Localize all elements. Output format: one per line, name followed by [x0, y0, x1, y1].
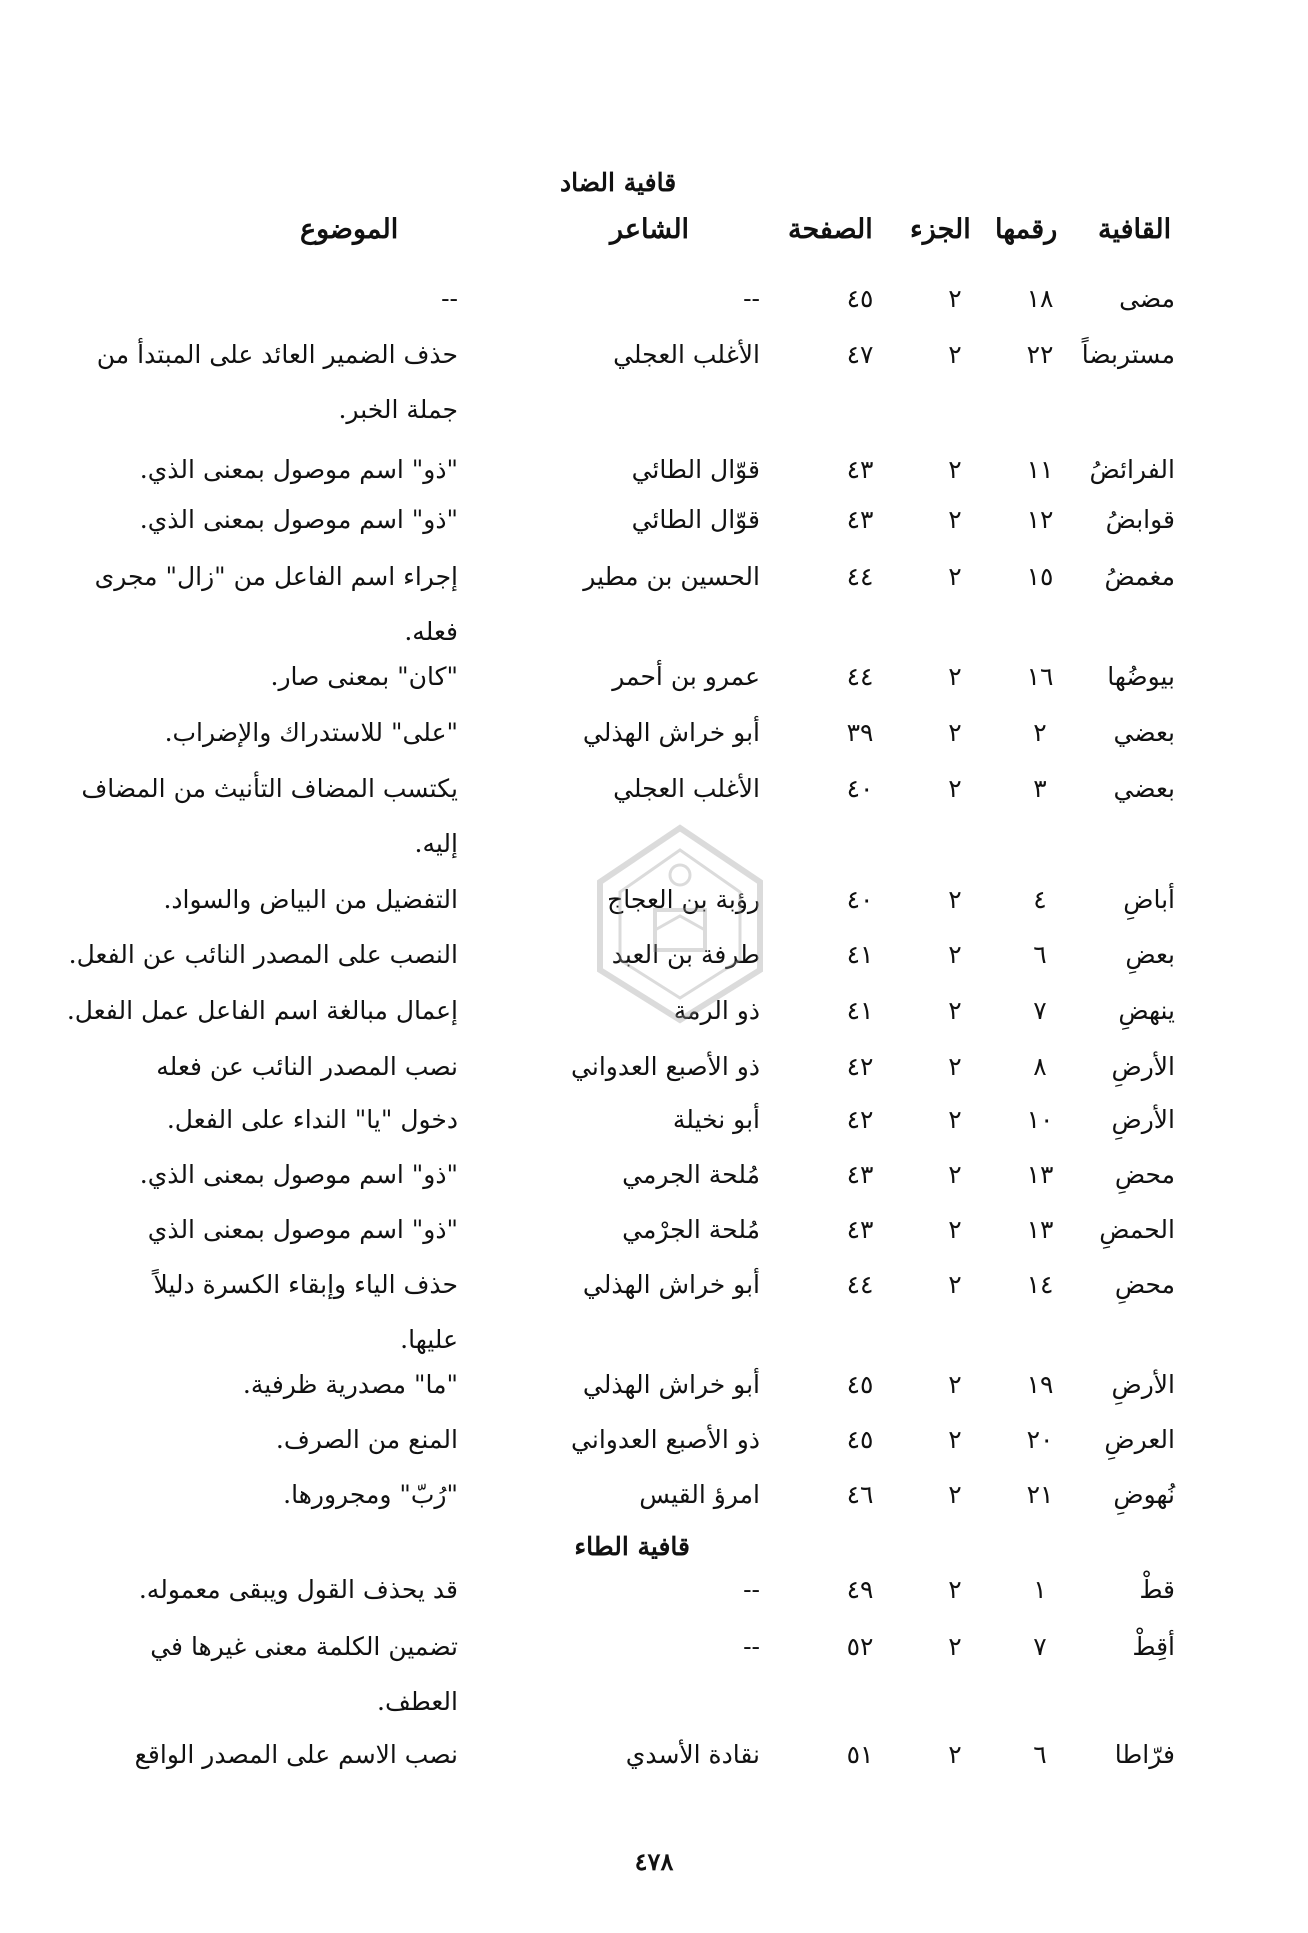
cell-shair: --	[743, 1632, 760, 1661]
cell-raqm: ٢٢	[1026, 340, 1054, 369]
cell-mawdu: حذف الياء وإبقاء الكسرة دليلاً	[153, 1270, 458, 1299]
cell-raqm: ١٥	[1026, 562, 1054, 591]
cell-safha: ٤٤	[846, 1270, 874, 1299]
cell-juz: ٢	[948, 662, 962, 691]
cell-qafiya: الأرضِ	[1111, 1370, 1175, 1399]
cell-shair: --	[743, 284, 760, 313]
cell-mawdu: إعمال مبالغة اسم الفاعل عمل الفعل.	[66, 996, 458, 1025]
cell-shair: الأغلب العجلي	[613, 340, 760, 369]
cell-qafiya: قوابضُ	[1105, 505, 1175, 534]
seal-watermark-icon	[555, 820, 805, 1030]
cell-mawdu: يكتسب المضاف التأنيث من المضاف	[81, 774, 458, 803]
cell-safha: ٤٤	[846, 562, 874, 591]
cell-raqm: ١٢	[1026, 505, 1054, 534]
cell-mawdu: حذف الضمير العائد على المبتدأ من	[96, 340, 458, 369]
cell-juz: ٢	[948, 940, 962, 969]
section-title-ta: قافية الطاء	[574, 1532, 690, 1561]
cell-shair: طرفة بن العبد	[611, 940, 760, 969]
cell-safha: ٤٥	[846, 1425, 874, 1454]
cell-mawdu-continuation: فعله.	[404, 617, 458, 646]
cell-shair: ذو الرمة	[673, 996, 760, 1025]
cell-shair: أبو خراش الهذلي	[582, 1270, 760, 1299]
cell-raqm: ١٣	[1026, 1160, 1054, 1189]
cell-juz: ٢	[948, 718, 962, 747]
cell-shair: مُلحة الجرْمي	[622, 1215, 760, 1244]
cell-mawdu: "ذو" اسم موصول بمعنى الذي.	[139, 455, 458, 484]
cell-juz: ٢	[948, 1105, 962, 1134]
cell-mawdu-continuation: عليها.	[400, 1325, 458, 1354]
cell-shair: امرؤ القيس	[639, 1480, 760, 1509]
cell-shair: مُلحة الجرمي	[622, 1160, 760, 1189]
cell-safha: ٤١	[846, 940, 874, 969]
cell-raqm: ١٣	[1026, 1215, 1054, 1244]
cell-safha: ٤٣	[846, 1160, 874, 1189]
cell-safha: ٤٠	[846, 774, 874, 803]
cell-juz: ٢	[948, 774, 962, 803]
cell-raqm: ١٠	[1026, 1105, 1054, 1134]
cell-juz: ٢	[948, 505, 962, 534]
cell-qafiya: أباضِ	[1123, 885, 1175, 914]
cell-qafiya: الفرائضُ	[1089, 455, 1175, 484]
cell-mawdu: تضمين الكلمة معنى غيرها في	[150, 1632, 458, 1661]
cell-juz: ٢	[948, 1740, 962, 1769]
cell-qafiya: أقِطْ	[1132, 1632, 1175, 1661]
cell-mawdu: "ذو" اسم موصول بمعنى الذي.	[139, 1160, 458, 1189]
cell-mawdu-continuation: جملة الخبر.	[338, 395, 458, 424]
cell-juz: ٢	[948, 284, 962, 313]
cell-juz: ٢	[948, 1052, 962, 1081]
cell-juz: ٢	[948, 562, 962, 591]
cell-qafiya: بعضِ	[1125, 940, 1175, 969]
cell-mawdu: المنع من الصرف.	[275, 1425, 458, 1454]
cell-raqm: ٢١	[1026, 1480, 1054, 1509]
cell-raqm: ١٦	[1026, 662, 1054, 691]
cell-mawdu: "ذو" اسم موصول بمعنى الذي	[147, 1215, 458, 1244]
cell-juz: ٢	[948, 1632, 962, 1661]
cell-qafiya: مستربضاً	[1081, 340, 1175, 369]
cell-juz: ٢	[948, 996, 962, 1025]
cell-mawdu: "رُبّ" ومجرورها.	[283, 1480, 458, 1509]
cell-safha: ٤٦	[846, 1480, 874, 1509]
cell-mawdu: --	[441, 284, 458, 313]
cell-shair: ذو الأصبع العدواني	[571, 1052, 760, 1081]
cell-juz: ٢	[948, 1160, 962, 1189]
cell-juz: ٢	[948, 1215, 962, 1244]
cell-qafiya: قطْ	[1139, 1575, 1175, 1604]
cell-qafiya: العرضِ	[1104, 1425, 1175, 1454]
cell-juz: ٢	[948, 1480, 962, 1509]
cell-mawdu-continuation: إليه.	[414, 829, 458, 858]
cell-raqm: ٧	[1033, 1632, 1047, 1661]
cell-mawdu: التفضيل من البياض والسواد.	[163, 885, 458, 914]
cell-juz: ٢	[948, 340, 962, 369]
cell-shair: قوّال الطائي	[631, 455, 760, 484]
header-juz: الجزء	[910, 214, 971, 245]
cell-safha: ٤٢	[846, 1052, 874, 1081]
cell-qafiya: بعضي	[1113, 718, 1175, 747]
cell-qafiya: ينهضِ	[1118, 996, 1175, 1025]
header-raqm: رقمها	[995, 214, 1058, 245]
cell-mawdu: "على" للاستدراك والإضراب.	[164, 718, 458, 747]
cell-safha: ٤٥	[846, 284, 874, 313]
cell-safha: ٤٢	[846, 1105, 874, 1134]
cell-raqm: ٧	[1033, 996, 1047, 1025]
cell-shair: عمرو بن أحمر	[612, 662, 760, 691]
section-title-dad: قافية الضاد	[560, 168, 677, 197]
cell-mawdu: "كان" بمعنى صار.	[270, 662, 458, 691]
cell-mawdu: نصب الاسم على المصدر الواقع	[134, 1740, 458, 1769]
cell-raqm: ١٤	[1026, 1270, 1054, 1299]
cell-raqm: ٨	[1033, 1052, 1047, 1081]
page-number: ٤٧٨	[634, 1847, 674, 1876]
cell-safha: ٤٣	[846, 505, 874, 534]
cell-shair: نقادة الأسدي	[625, 1740, 760, 1769]
cell-qafiya: محضِ	[1114, 1160, 1175, 1189]
cell-raqm: ١٨	[1026, 284, 1054, 313]
cell-shair: --	[743, 1575, 760, 1604]
cell-raqm: ١١	[1026, 455, 1054, 484]
cell-raqm: ١٩	[1026, 1370, 1054, 1399]
cell-raqm: ٢	[1033, 718, 1047, 747]
cell-safha: ٤٣	[846, 455, 874, 484]
cell-shair: قوّال الطائي	[631, 505, 760, 534]
cell-qafiya: بيوضُها	[1107, 662, 1175, 691]
cell-juz: ٢	[948, 1575, 962, 1604]
cell-raqm: ٤	[1033, 885, 1047, 914]
cell-juz: ٢	[948, 455, 962, 484]
cell-safha: ٤٩	[846, 1575, 874, 1604]
cell-safha: ٤٣	[846, 1215, 874, 1244]
cell-shair: أبو خراش الهذلي	[582, 718, 760, 747]
cell-qafiya: فرّاطا	[1114, 1740, 1175, 1769]
cell-safha: ٤٤	[846, 662, 874, 691]
cell-mawdu: قد يحذف القول ويبقى معموله.	[138, 1575, 458, 1604]
cell-raqm: ٣	[1033, 774, 1047, 803]
cell-juz: ٢	[948, 1370, 962, 1399]
cell-raqm: ٦	[1033, 1740, 1047, 1769]
cell-safha: ٤٥	[846, 1370, 874, 1399]
cell-safha: ٤٠	[846, 885, 874, 914]
cell-qafiya: بعضي	[1113, 774, 1175, 803]
cell-qafiya: الحمضِ	[1099, 1215, 1175, 1244]
header-mawdu: الموضوع	[300, 214, 399, 245]
cell-raqm: ١	[1033, 1575, 1047, 1604]
header-qafiya: القافية	[1098, 214, 1172, 245]
cell-safha: ٥١	[846, 1740, 874, 1769]
cell-mawdu-continuation: العطف.	[377, 1687, 458, 1716]
cell-juz: ٢	[948, 885, 962, 914]
cell-shair: ذو الأصبع العدواني	[571, 1425, 760, 1454]
cell-mawdu: دخول "يا" النداء على الفعل.	[166, 1105, 458, 1134]
cell-shair: الأغلب العجلي	[613, 774, 760, 803]
cell-qafiya: الأرضِ	[1111, 1105, 1175, 1134]
cell-qafiya: نُهوضِ	[1113, 1480, 1175, 1509]
cell-mawdu: "ذو" اسم موصول بمعنى الذي.	[139, 505, 458, 534]
cell-shair: أبو خراش الهذلي	[582, 1370, 760, 1399]
cell-raqm: ٦	[1033, 940, 1047, 969]
cell-raqm: ٢٠	[1026, 1425, 1054, 1454]
cell-juz: ٢	[948, 1425, 962, 1454]
cell-safha: ٥٢	[846, 1632, 874, 1661]
cell-juz: ٢	[948, 1270, 962, 1299]
cell-shair: رؤبة بن العجاج	[607, 885, 760, 914]
cell-mawdu: نصب المصدر النائب عن فعله	[156, 1052, 458, 1081]
cell-qafiya: محضِ	[1114, 1270, 1175, 1299]
cell-safha: ٣٩	[846, 718, 874, 747]
cell-shair: الحسين بن مطير	[583, 562, 760, 591]
header-shair: الشاعر	[610, 214, 690, 245]
cell-shair: أبو نخيلة	[672, 1105, 760, 1134]
cell-qafiya: مضى	[1119, 284, 1175, 313]
cell-qafiya: مغمضُ	[1104, 562, 1175, 591]
cell-safha: ٤٧	[846, 340, 874, 369]
cell-mawdu: النصب على المصدر النائب عن الفعل.	[68, 940, 458, 969]
cell-mawdu: "ما" مصدرية ظرفية.	[242, 1370, 458, 1399]
cell-safha: ٤١	[846, 996, 874, 1025]
cell-qafiya: الأرضِ	[1111, 1052, 1175, 1081]
header-safha: الصفحة	[788, 214, 873, 245]
cell-mawdu: إجراء اسم الفاعل من "زال" مجرى	[94, 562, 458, 591]
